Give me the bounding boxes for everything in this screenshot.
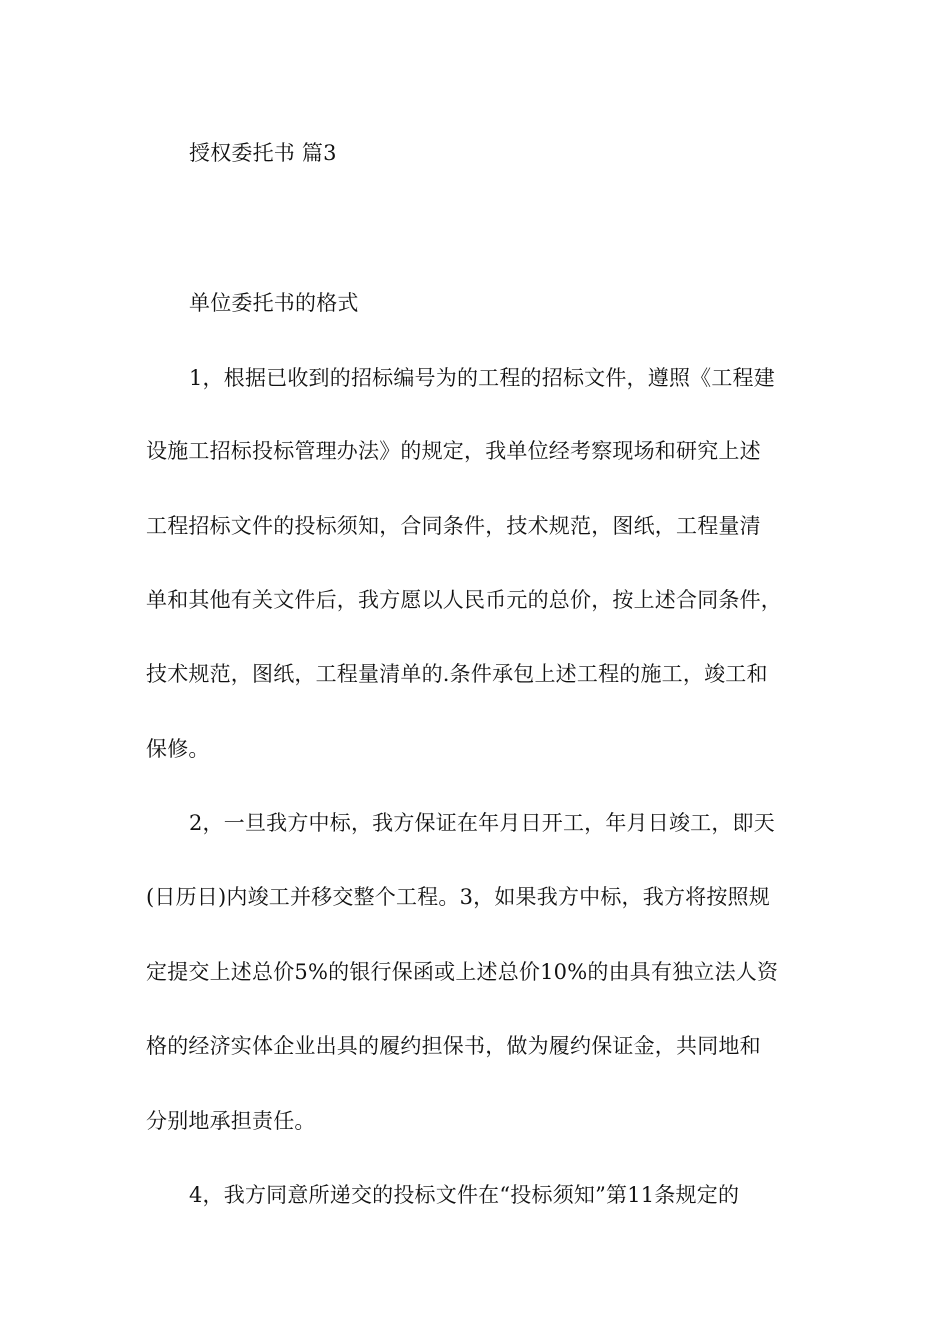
paragraph-1-line-6: 保修。 — [146, 737, 210, 761]
paragraph-2-line-4: 格的经济实体企业出具的履约担保书，做为履约保证金，共同地和 — [146, 1034, 761, 1058]
paragraph-2-line-1: 2，一旦我方中标，我方保证在年月日开工，年月日竣工，即天 — [189, 811, 775, 835]
paragraph-2-line-3: 定提交上述总价5%的银行保函或上述总价10%的由具有独立法人资 — [146, 960, 779, 984]
paragraph-2-line-2: (日历日)内竣工并移交整个工程。3，如果我方中标，我方将按照规 — [146, 885, 770, 909]
paragraph-1-line-2: 设施工招标投标管理办法》的规定，我单位经考察现场和研究上述 — [146, 439, 761, 463]
document-subtitle: 单位委托书的格式 — [189, 291, 359, 315]
paragraph-1-line-3: 工程招标文件的投标须知，合同条件，技术规范，图纸，工程量清 — [146, 514, 761, 538]
paragraph-3-line-1: 4，我方同意所递交的投标文件在“投标须知”第11条规定的 — [189, 1183, 740, 1207]
paragraph-1-line-5: 技术规范，图纸，工程量清单的.条件承包上述工程的施工，竣工和 — [146, 662, 768, 686]
paragraph-1-line-4: 单和其他有关文件后，我方愿以人民币元的总价，按上述合同条件， — [146, 588, 782, 612]
paragraph-1-line-1: 1，根据已收到的招标编号为的工程的招标文件，遵照《工程建 — [189, 366, 775, 390]
document-title: 授权委托书 篇3 — [189, 141, 337, 165]
paragraph-2-line-5: 分别地承担责任。 — [146, 1109, 316, 1133]
